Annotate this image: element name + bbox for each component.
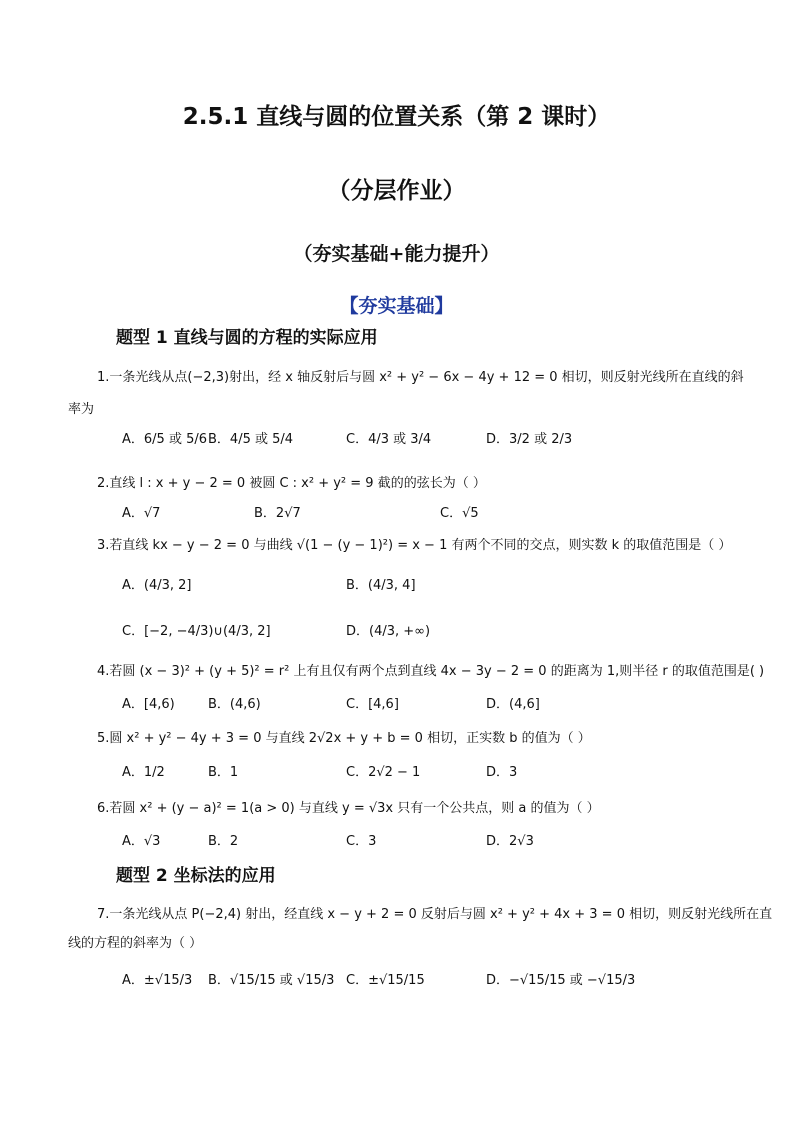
question-7-option-a[interactable]: A．±√15/3: [122, 973, 193, 988]
question-1-option-d[interactable]: D．3/2 或 2/3: [486, 432, 573, 447]
question-6-option-a[interactable]: A．√3: [122, 834, 161, 849]
question-4-option-b[interactable]: B．(4,6): [208, 697, 261, 712]
question-3-option-b[interactable]: B．(4/3, 4]: [346, 578, 416, 593]
question-5-option-a[interactable]: A．1/2: [122, 765, 165, 780]
question-2-option-c[interactable]: C．√5: [440, 506, 479, 521]
question-5: 5.圆 x² + y² − 4y + 3 = 0 与直线 2√2x + y + b = 0 相切，正实数 b 的值为（ ）: [97, 731, 591, 746]
question-3-option-a[interactable]: A．(4/3, 2]: [122, 578, 192, 593]
section-band-basic: 【夯实基础】: [339, 295, 454, 317]
question-5-option-c[interactable]: C．2√2 − 1: [346, 765, 421, 780]
page-title: 2.5.1 直线与圆的位置关系（第 2 课时）: [182, 104, 611, 130]
question-6: 6.若圆 x² + (y − a)² = 1(a > 0) 与直线 y = √3x 只有一个公共点，则 a 的值为（ ）: [97, 801, 600, 816]
question-1: [97, 366, 744, 385]
question-7: 7.一条光线从点 P(−2,4) 射出，经直线 x − y + 2 = 0 反射后与圆 x² + y² + 4x + 3 = 0 相切，则反射光线所在直: [97, 907, 773, 922]
question-6-option-c[interactable]: C．3: [346, 834, 377, 849]
question-4-option-a[interactable]: A．[4,6): [122, 697, 175, 712]
question-5-option-b[interactable]: B．1: [208, 765, 239, 780]
question-4-option-d[interactable]: D．(4,6]: [486, 697, 540, 712]
section-heading-1: 题型 1 直线与圆的方程的实际应用: [116, 328, 378, 348]
question-1-option-a[interactable]: A．6/5 或 5/6: [122, 432, 208, 447]
question-2-option-a[interactable]: A．√7: [122, 506, 161, 521]
question-4: 4.若圆 (x − 3)² + (y + 5)² = r² 上有且仅有两个点到直线 4x − 3y − 2 = 0 的距离为 1,则半径 r 的取值范围是( ): [97, 664, 765, 679]
page-subtitle: （分层作业）: [327, 178, 466, 204]
question-6-option-b[interactable]: B．2: [208, 834, 239, 849]
question-1-option-b[interactable]: B．4/5 或 5/4: [208, 432, 294, 447]
question-2: 2.直线 l : x + y − 2 = 0 被圆 C : x² + y² = 9 截的的弦长为（ ）: [97, 476, 486, 491]
question-1-option-c[interactable]: C．4/3 或 3/4: [346, 432, 432, 447]
question-7-option-b[interactable]: B．√15/15 或 √15/3: [208, 973, 335, 988]
question-7-option-c[interactable]: C．±√15/15: [346, 973, 425, 988]
question-7-continued: 线的方程的斜率为（ ）: [68, 936, 203, 951]
question-7-option-d[interactable]: D．−√15/15 或 −√15/3: [486, 973, 636, 988]
question-3-option-c[interactable]: C．[−2, −4/3)∪(4/3, 2]: [122, 624, 271, 639]
section-heading-2: 题型 2 坐标法的应用: [116, 866, 276, 886]
question-3-option-d[interactable]: D．(4/3, +∞): [346, 624, 431, 639]
question-2-option-b[interactable]: B．2√7: [254, 506, 301, 521]
question-4-option-c[interactable]: C．[4,6]: [346, 697, 399, 712]
question-6-option-d[interactable]: D．2√3: [486, 834, 534, 849]
question-3: 3.若直线 kx − y − 2 = 0 与曲线 √(1 − (y − 1)²) = x − 1 有两个不同的交点，则实数 k 的取值范围是（ ）: [97, 538, 732, 553]
page-subtitle-secondary: （夯实基础+能力提升）: [293, 243, 500, 265]
question-1-text: 1.一条光线从点(−2,3)射出，经 x 轴反射后与圆 x² + y² − 6x − 4y + 12 = 0 相切，则反射光线所在直线的斜: [97, 370, 744, 385]
question-1-continued: 率为: [68, 402, 95, 417]
question-5-option-d[interactable]: D．3: [486, 765, 518, 780]
